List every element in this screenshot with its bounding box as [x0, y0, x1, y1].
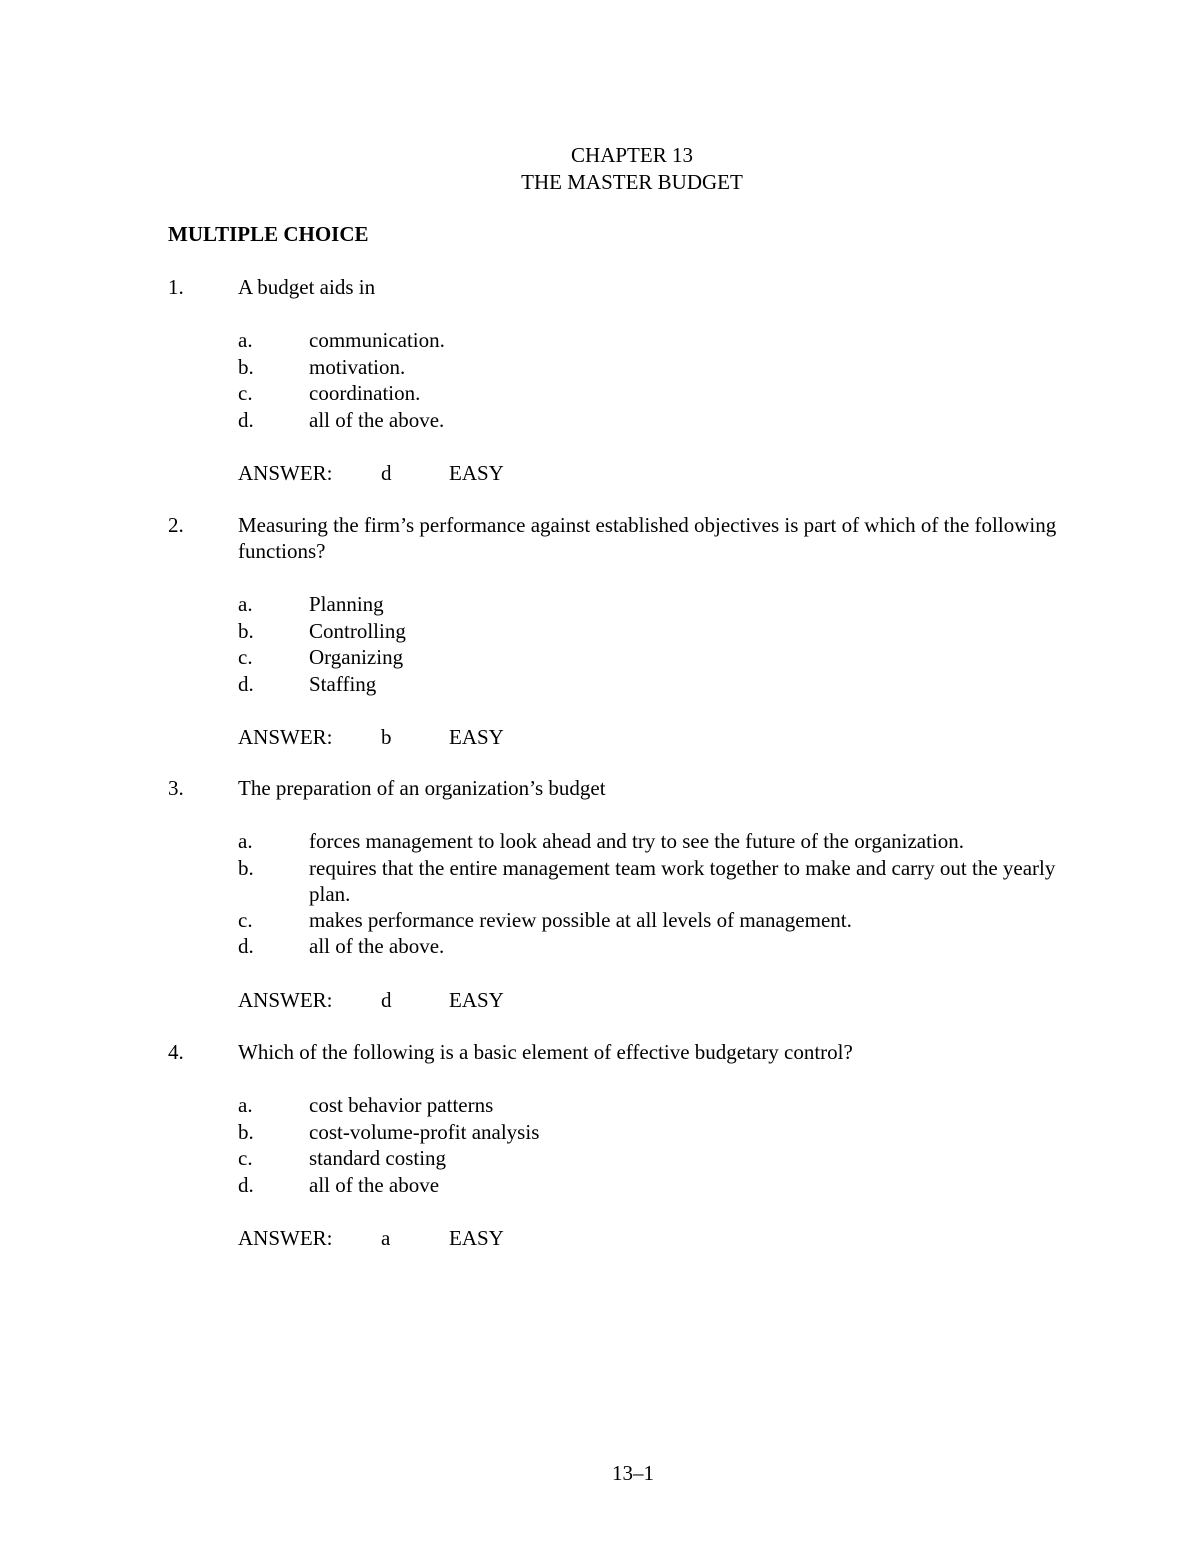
choice-text: forces management to look ahead and try to see the future of the organization. — [309, 829, 965, 853]
question-text: Which of the following is a basic element of effective budgetary control? — [238, 1040, 853, 1064]
choice-item — [238, 1172, 1088, 1199]
difficulty-level: EASY — [449, 725, 504, 749]
answer-label: ANSWER: — [238, 725, 333, 749]
choice-list — [238, 828, 1088, 960]
choice-item — [238, 671, 1088, 698]
difficulty-level: EASY — [449, 461, 504, 485]
choice-text: all of the above. — [309, 407, 445, 432]
chapter-number: CHAPTER 13 — [571, 143, 693, 167]
question-number: 3. — [168, 776, 184, 800]
choice-letter: b. — [238, 855, 254, 880]
answer-label: ANSWER: — [238, 461, 333, 485]
choice-item — [238, 591, 1088, 618]
question-4 — [168, 1039, 1088, 1251]
question-2 — [168, 512, 1088, 750]
question-text: The preparation of an organization’s budget — [238, 776, 606, 800]
choice-text: Staffing — [309, 671, 377, 696]
choice-letter: a. — [238, 1093, 253, 1117]
choice-letter: d. — [238, 1172, 254, 1197]
question-text: A budget aids in — [238, 275, 376, 299]
choice-item — [238, 380, 1088, 407]
chapter-header — [62, 142, 1200, 196]
difficulty-level: EASY — [449, 1226, 504, 1250]
choice-item — [238, 618, 1088, 645]
difficulty-level: EASY — [449, 987, 504, 1012]
answer-value: b — [381, 725, 392, 749]
question-3 — [168, 775, 1088, 1013]
choice-item — [238, 327, 1088, 354]
choice-text: Planning — [309, 592, 384, 616]
choice-item — [238, 1092, 1088, 1119]
choice-letter: a. — [238, 592, 253, 616]
choice-text: communication. — [309, 328, 445, 352]
choice-item — [238, 1119, 1088, 1146]
page-number: 13–1 — [612, 1461, 654, 1485]
section-title: MULTIPLE CHOICE — [168, 222, 369, 246]
answer-label: ANSWER: — [238, 987, 333, 1012]
choice-letter: b. — [238, 618, 254, 643]
choice-item — [238, 828, 1088, 855]
choice-letter: d. — [238, 671, 254, 696]
choice-text: standard costing — [309, 1146, 447, 1170]
choice-letter: a. — [238, 829, 253, 853]
choice-item — [238, 855, 1088, 907]
choice-letter: b. — [238, 1119, 254, 1144]
choice-list — [238, 327, 1088, 433]
question-1 — [168, 274, 1088, 486]
choice-text: cost behavior patterns — [309, 1093, 494, 1117]
choice-letter: b. — [238, 354, 254, 379]
question-text: Measuring the firm’s performance against established objectives is part of which of the following functions? — [238, 513, 1057, 563]
question-number: 2. — [168, 513, 184, 537]
answer-line — [238, 987, 1088, 1013]
choice-letter: d. — [238, 407, 254, 432]
choice-text: all of the above — [309, 1172, 440, 1197]
choice-list — [238, 1092, 1088, 1198]
choice-letter: a. — [238, 328, 253, 352]
choice-item — [238, 354, 1088, 381]
choice-item — [238, 907, 1088, 934]
question-number: 1. — [168, 275, 184, 299]
choice-item — [238, 1145, 1088, 1172]
choice-letter: d. — [238, 934, 254, 958]
choice-text: requires that the entire management team work together to make and carry out the yearly plan. — [309, 855, 1056, 906]
answer-line — [238, 460, 1088, 486]
choice-letter: c. — [238, 1146, 253, 1170]
choice-list — [238, 591, 1088, 697]
chapter-title: THE MASTER BUDGET — [521, 170, 743, 194]
choice-text: Organizing — [309, 645, 404, 669]
choice-item — [238, 933, 1088, 960]
choice-text: cost-volume-profit analysis — [309, 1119, 540, 1144]
question-number: 4. — [168, 1040, 184, 1064]
choice-letter: c. — [238, 645, 253, 669]
choice-letter: c. — [238, 381, 253, 405]
choice-text: Controlling — [309, 618, 406, 643]
answer-value: a — [381, 1226, 391, 1250]
choice-item — [238, 644, 1088, 671]
choice-text: makes performance review possible at all levels of management. — [309, 907, 852, 932]
answer-value: d — [381, 987, 392, 1012]
choice-text: motivation. — [309, 354, 406, 379]
answer-line — [238, 1225, 1088, 1251]
choice-letter: c. — [238, 907, 253, 932]
choice-text: coordination. — [309, 381, 421, 405]
answer-value: d — [381, 461, 392, 485]
choice-item — [238, 407, 1088, 434]
answer-line — [238, 724, 1088, 750]
choice-text: all of the above. — [309, 934, 445, 958]
answer-label: ANSWER: — [238, 1226, 333, 1250]
